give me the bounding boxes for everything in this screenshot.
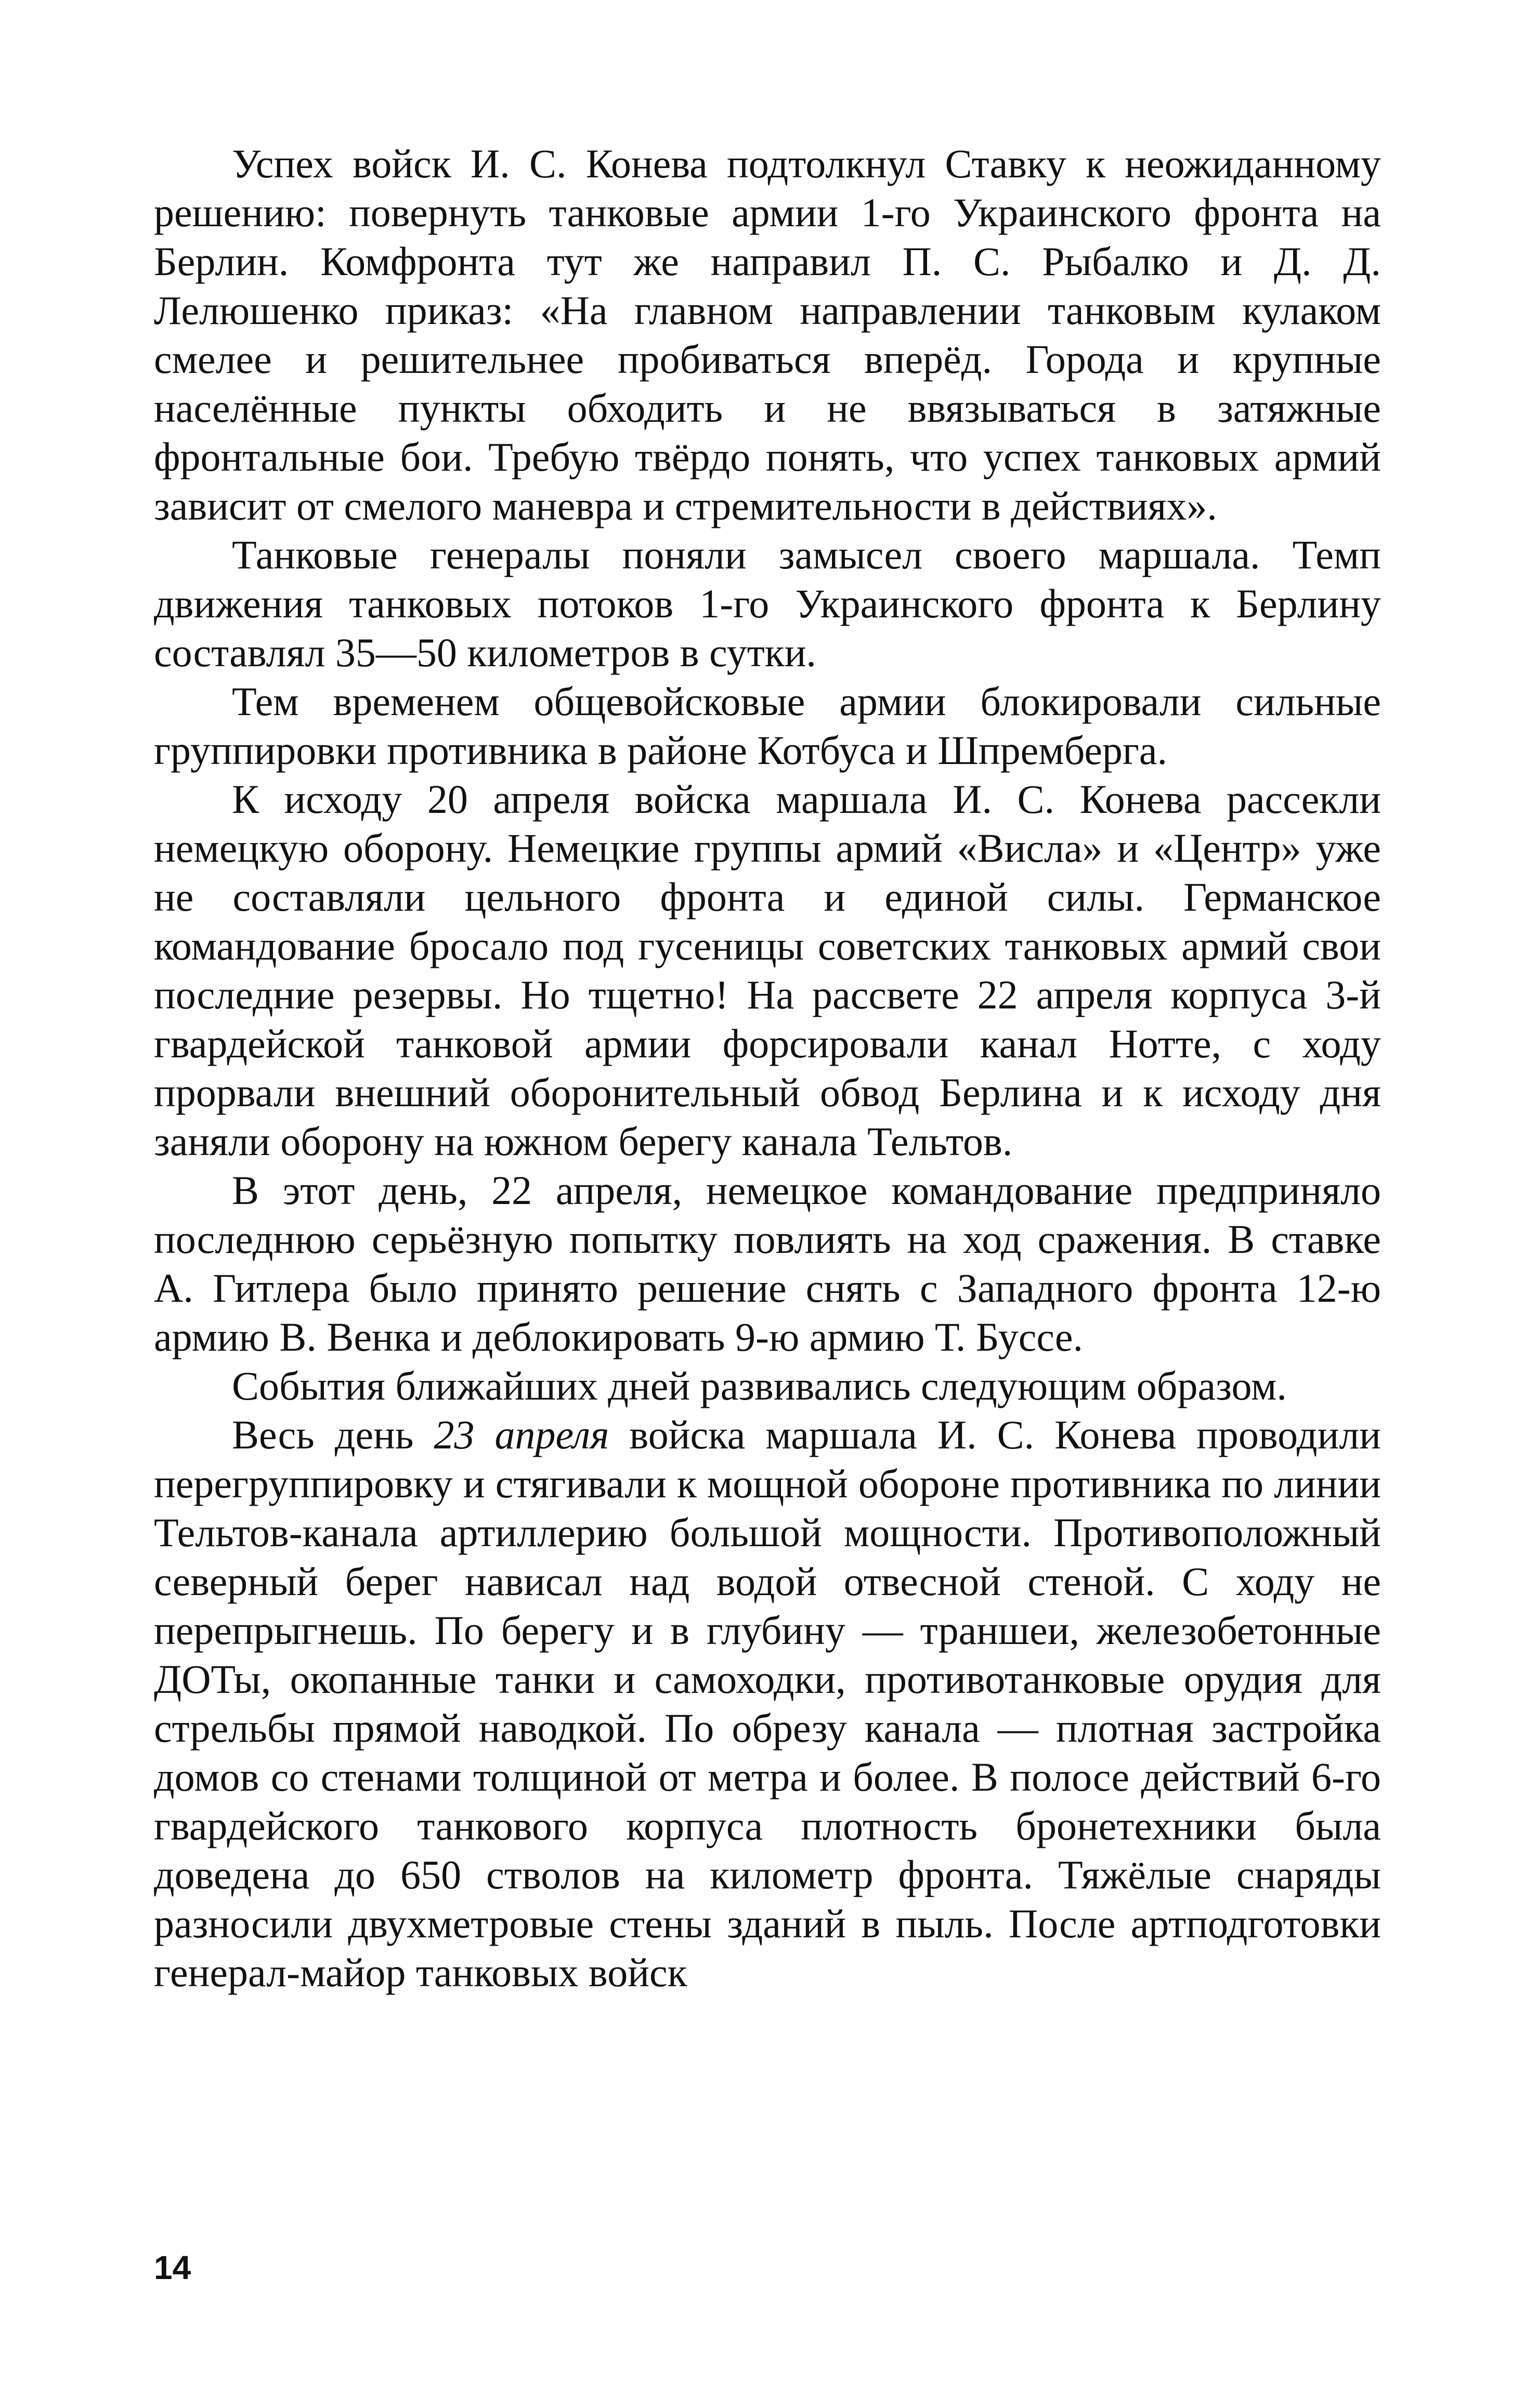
- paragraph-1: Успех войск И. С. Конева подтолкнул Ставку к неожиданному решению: повернуть танковые армии 1-го Украинского фронта на Берлин. Комфронта тут же направил П. С. Рыбалко и Д. Д. Лелюшенко приказ: «На главном направлении танковым кулаком смелее и решительнее пробиваться вперёд. Города и крупные населённые пункты обходить и не ввязываться в затяжные фронтальные бои. Требую твёрдо понять, что успех танковых армий зависит от смелого маневра и стремительности в действиях».: [154, 141, 1381, 528]
- paragraph-7: [154, 1410, 1381, 1997]
- paragraph-5: В этот день, 22 апреля, немецкое командование предприняло последнюю серьёзную попытку повлиять на ход сражения. В ставке А. Гитлера было принято решение снять с Западного фронта 12-ю армию В. Венка и деблокировать 9-ю армию Т. Буссе.: [154, 1168, 1381, 1360]
- paragraph-6: События ближайших дней развивались следующим образом.: [232, 1363, 1287, 1408]
- paragraph-2: Танковые генералы поняли замысел своего маршала. Темп движения танковых потоков 1-го Украинского фронта к Берлину составлял 35—50 километров в сутки.: [154, 532, 1381, 675]
- paragraph-4: К исходу 20 апреля войска маршала И. С. Конева рассекли немецкую оборону. Немецкие группы армий «Висла» и «Центр» уже не составляли цельного фронта и единой силы. Германское командование бросало под гусеницы советских танковых армий свои последние резервы. Но тщетно! На рассвете 22 апреля корпуса 3-й гвардейской танковой армии форсировали канал Нотте, с ходу прорвали внешний оборонительный обвод Берлина и к исходу дня заняли оборону на южном берегу канала Тельтов.: [154, 776, 1381, 1164]
- paragraph-3: Тем временем общевойсковые армии блокировали сильные группировки противника в районе Котбуса и Шпремберга.: [154, 679, 1381, 773]
- paragraph-7-lead: Весь день: [232, 1412, 434, 1457]
- page-number: 14: [154, 2249, 191, 2286]
- paragraph-7-text: войска маршала И. С. Конева проводили перегруппировку и стягивали к мощной обороне противника по линии Тельтов-канала артиллерию большой мощности. Противоположный северный берег нависал над водой отвесной стеной. С ходу не перепрыгнешь. По берегу и в глубину — траншеи, железобетонные ДОТы, окопанные танки и самоходки, противотанковые орудия для стрельбы прямой наводкой. По обрезу канала — плотная застройка домов со стенами толщиной от метра и более. В полосе действий 6-го гвардейского танкового корпуса плотность бронетехники была доведена до 650 стволов на километр фронта. Тяжёлые снаряды разносили двухметровые стены зданий в пыль. После артподготовки генерал-майор танковых войск: [154, 1412, 1381, 1995]
- body-text: [154, 139, 1381, 1997]
- date-emphasis: 23 апреля: [434, 1412, 609, 1457]
